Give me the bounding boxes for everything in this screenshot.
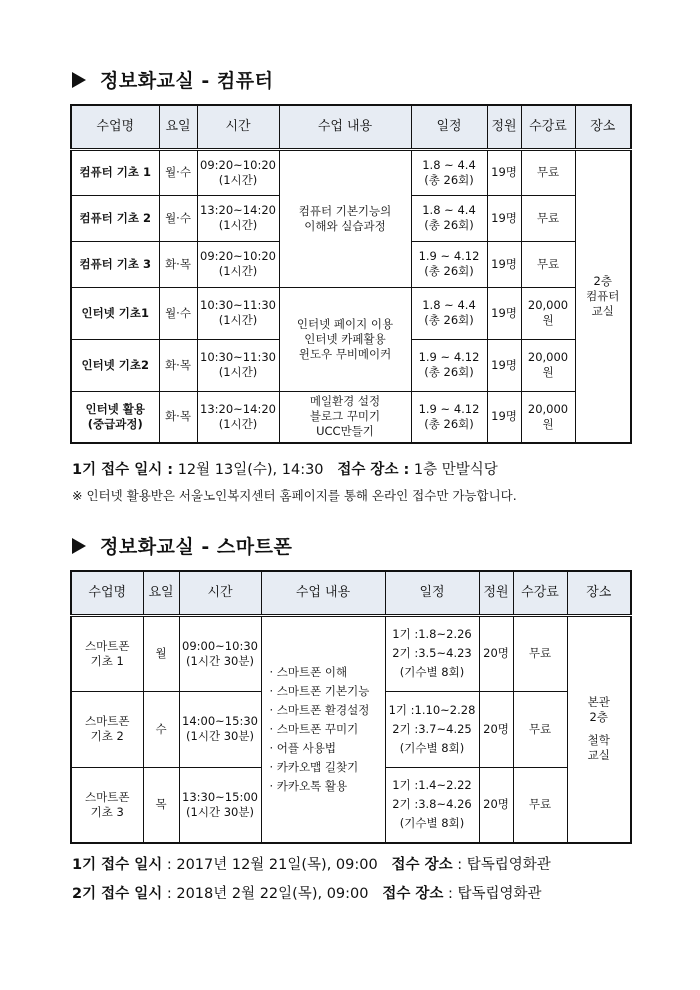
class-day: 화·목 [159,241,197,287]
content-line: 윈도우 무비메이커 [298,346,392,361]
table-row [71,149,631,195]
header-schedule: 일정 [411,105,487,149]
registration-place-label: 접수 장소 [391,857,453,873]
registration-value: : 2018년 2월 22일(목), 09:00 [166,886,369,902]
schedule-line: 2기 :3.8~4.26 [392,797,472,812]
class-fee: 무료 [513,615,567,691]
content-line: UCC만들기 [316,424,374,439]
header-schedule: 일정 [385,571,479,615]
schedule-range: 1.9 ~ 4.12 [418,401,480,416]
content-line: 이해와 실습과정 [304,218,386,233]
computer-class-table [70,104,632,444]
schedule-range: 1.9 ~ 4.12 [418,350,480,364]
class-name-line: 스마트폰 [85,789,130,804]
class-name [71,691,143,767]
time-range: 13:20~14:20 [200,203,276,217]
content-line: · 카카오톡 활용 [269,778,348,793]
class-time [197,149,279,195]
schedule-range: 1.8 ~ 4.4 [422,298,476,312]
place-line: 본관 [587,695,610,710]
time-duration: (1시간 30분) [186,729,254,743]
schedule-count: (총 26회) [424,416,474,431]
class-time [197,287,279,339]
class-content [279,149,411,287]
class-fee: 20,000원 [521,339,575,391]
class-capacity: 19명 [487,195,521,241]
class-schedule [411,241,487,287]
place-line: 컴퓨터 [586,288,620,303]
schedule-line: 2기 :3.5~4.23 [392,646,472,660]
class-name [71,615,143,691]
class-fee: 20,000원 [521,287,575,339]
schedule-line: (기수별 8회) [399,740,465,755]
class-day: 월·수 [159,287,197,339]
class-schedule [411,391,487,443]
schedule-line: 1기 :1.10~2.28 [388,702,476,717]
content-line: · 스마트폰 이해 [269,664,348,679]
class-schedule [385,615,479,691]
class-name-line: 스마트폰 [85,638,130,653]
schedule-line: (기수별 8회) [399,665,465,679]
triangle-bullet-icon [72,72,86,88]
time-duration: (1시간) [218,313,258,327]
class-day: 화·목 [159,339,197,391]
schedule-count: (총 26회) [424,264,474,278]
time-duration: (1시간) [218,218,258,232]
registration-label: 2기 접수 일시 [72,886,163,902]
class-fee: 무료 [521,195,575,241]
class-capacity: 20명 [479,767,513,843]
schedule-line: 1기 :1.4~2.22 [392,778,472,793]
class-place [567,615,631,843]
class-day: 월·수 [159,195,197,241]
class-day: 목 [143,767,179,843]
time-range: 13:20~14:20 [200,401,276,416]
content-line: · 스마트폰 꾸미기 [269,721,359,736]
schedule-range: 1.9 ~ 4.12 [418,249,480,263]
class-capacity: 19명 [487,287,521,339]
content-line: 인터넷 카페활용 [304,331,386,346]
content-line: 블로그 꾸미기 [309,409,381,424]
schedule-count: (총 26회) [424,218,474,232]
section2-title-text: 정보화교실 - 스마트폰 [100,536,293,558]
class-content [279,391,411,443]
header-content: 수업 내용 [261,571,385,615]
time-range: 14:00~15:30 [182,714,258,728]
class-name: 컴퓨터 기초 3 [71,241,159,287]
place-line: 철학 [587,733,610,748]
class-fee: 무료 [521,149,575,195]
class-name: 인터넷 기초2 [71,339,159,391]
section1-title [72,66,273,93]
schedule-line: 2기 :3.7~4.25 [392,721,472,736]
place-line: 2층 [593,273,612,288]
header-capacity: 정원 [487,105,521,149]
class-fee: 무료 [521,241,575,287]
registration-info-1 [72,458,498,479]
content-line: 인터넷 페이지 이용 [296,316,394,331]
class-time [179,767,261,843]
class-name-line: 기초 1 [90,653,124,668]
time-range: 10:30~11:30 [200,298,276,312]
content-line: · 스마트폰 환경설정 [269,702,370,717]
content-line: 메일환경 설정 [309,394,381,409]
registration-info-round2 [72,882,542,903]
table-row [71,391,631,443]
section2-title [72,532,292,559]
schedule-line: (기수별 8회) [399,816,465,831]
header-place: 장소 [567,571,631,615]
class-day: 수 [143,691,179,767]
class-time [197,339,279,391]
place-line: 2층 [589,710,608,725]
registration-place-value: : 탑독립영화관 [448,886,542,902]
table-row [71,287,631,339]
time-duration: (1시간 30분) [186,653,254,668]
header-day: 요일 [143,571,179,615]
section1-title-text: 정보화교실 - 컴퓨터 [100,70,274,92]
class-capacity: 19명 [487,241,521,287]
class-name: 인터넷 기초1 [71,287,159,339]
class-fee: 무료 [513,767,567,843]
header-class-name: 수업명 [71,571,143,615]
class-name-line: 기초 3 [90,804,124,819]
class-day: 월 [143,615,179,691]
class-time [179,691,261,767]
content-line: · 스마트폰 기본기능 [269,683,370,698]
time-range: 09:20~10:20 [200,249,276,263]
class-place [575,149,631,443]
class-name-line: 인터넷 활용 [85,401,146,416]
table-row [71,615,631,691]
time-range: 09:20~10:20 [200,157,276,172]
class-name-line: 기초 2 [90,729,124,743]
header-class-name: 수업명 [71,105,159,149]
header-time: 시간 [197,105,279,149]
place-line: 교실 [591,303,614,318]
time-duration: (1시간) [218,365,258,379]
class-schedule [411,287,487,339]
schedule-range: 1.8 ~ 4.4 [422,203,476,217]
class-schedule [411,339,487,391]
class-schedule [411,195,487,241]
online-registration-note: ※ 인터넷 활용반은 서울노인복지센터 홈페이지를 통해 온라인 접수만 가능합니다. [72,488,517,503]
registration-value: 12월 13일(수), 14:30 [177,462,324,478]
class-time [197,391,279,443]
class-schedule [411,149,487,195]
class-fee: 무료 [513,691,567,767]
class-name-line: (중급과정) [87,416,143,431]
time-duration: (1시간 30분) [186,804,254,819]
registration-place-value: : 탑독립영화관 [457,857,551,873]
class-capacity: 20명 [479,615,513,691]
schedule-count: (총 26회) [424,172,474,187]
time-range: 13:30~15:00 [182,789,258,804]
header-content: 수업 내용 [279,105,411,149]
time-range: 09:00~10:30 [182,638,258,653]
registration-label: 1기 접수 일시 : [72,462,174,478]
class-capacity: 20명 [479,691,513,767]
content-line: 컴퓨터 기본기능의 [298,203,392,218]
header-day: 요일 [159,105,197,149]
class-schedule [385,767,479,843]
class-capacity: 19명 [487,391,521,443]
content-line: · 어플 사용법 [269,740,337,755]
registration-place-label: 접수 장소 [382,886,444,902]
class-capacity: 19명 [487,339,521,391]
schedule-range: 1.8 ~ 4.4 [422,157,476,172]
registration-place-value: 1층 만발식당 [413,462,498,478]
schedule-count: (총 26회) [424,365,474,379]
class-name: 컴퓨터 기초 1 [71,149,159,195]
header-time: 시간 [179,571,261,615]
registration-place-label: 접수 장소 : [337,462,410,478]
class-day: 화·목 [159,391,197,443]
class-name [71,767,143,843]
content-line: · 카카오맵 길찾기 [269,759,359,774]
class-time [179,615,261,691]
time-range: 10:30~11:30 [200,350,276,364]
header-place: 장소 [575,105,631,149]
class-name [71,391,159,443]
class-name-line: 스마트폰 [85,714,130,728]
class-content [279,287,411,391]
time-duration: (1시간) [218,416,258,431]
time-duration: (1시간) [218,172,258,187]
class-time [197,195,279,241]
class-fee: 20,000원 [521,391,575,443]
registration-label: 1기 접수 일시 [72,857,163,873]
place-line: 교실 [587,748,610,763]
class-schedule [385,691,479,767]
class-time [197,241,279,287]
triangle-bullet-icon [72,538,86,554]
smartphone-class-table [70,570,632,844]
class-capacity: 19명 [487,149,521,195]
class-name: 컴퓨터 기초 2 [71,195,159,241]
header-fee: 수강료 [521,105,575,149]
registration-info-round1 [72,853,551,874]
class-content [261,615,385,843]
header-fee: 수강료 [513,571,567,615]
schedule-line: 1기 :1.8~2.26 [392,627,472,641]
class-day: 월·수 [159,149,197,195]
schedule-count: (총 26회) [424,313,474,327]
time-duration: (1시간) [218,264,258,278]
header-capacity: 정원 [479,571,513,615]
registration-value: : 2017년 12월 21일(목), 09:00 [166,857,378,873]
